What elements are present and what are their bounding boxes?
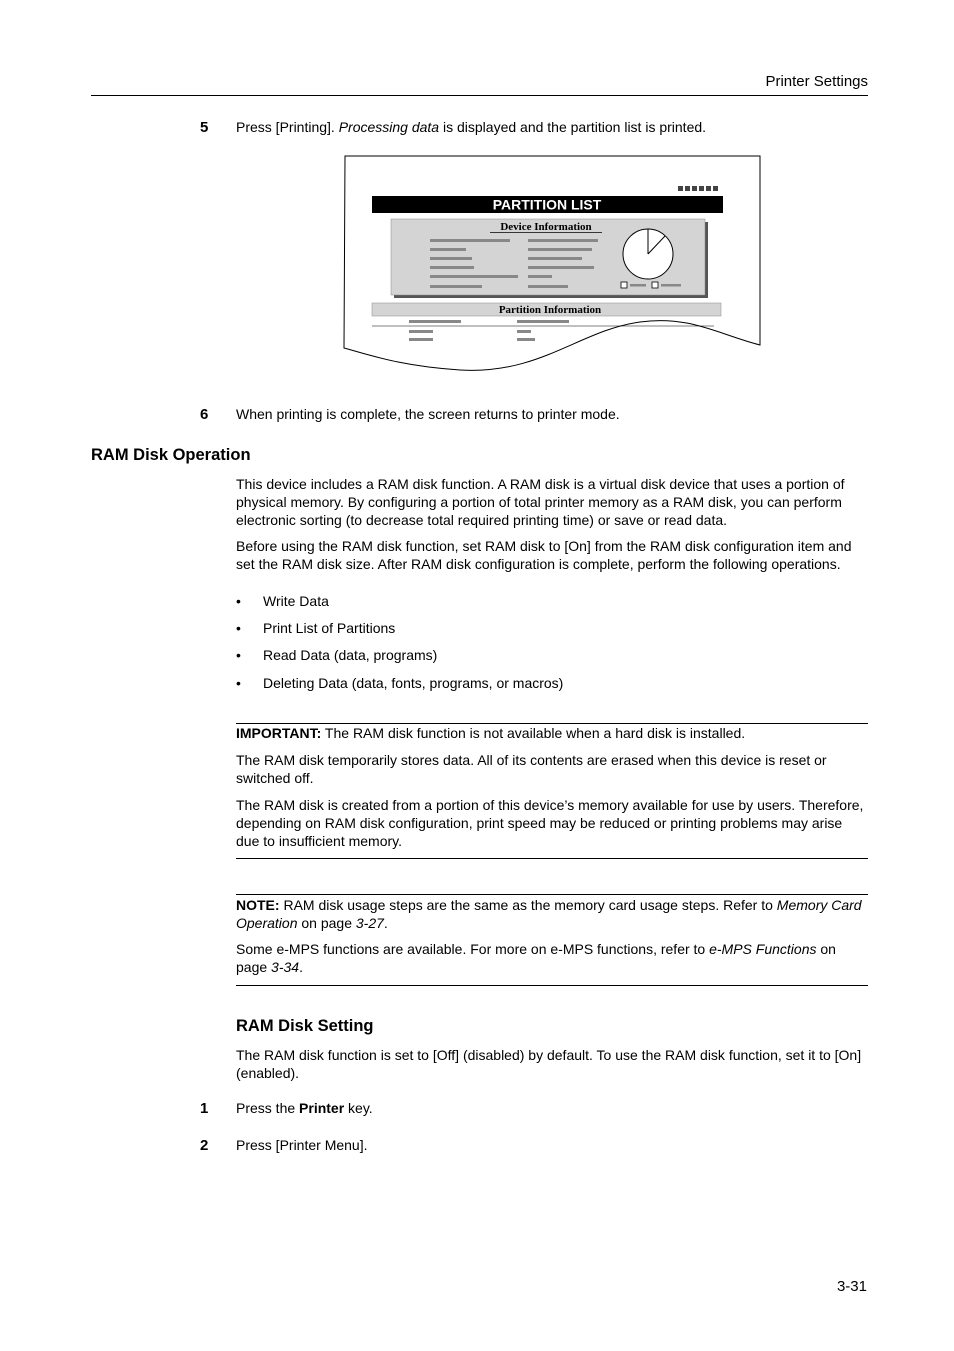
list-item-text: Deleting Data (data, fonts, programs, or macros): [263, 675, 564, 691]
bullet-symbol: •: [236, 593, 241, 609]
paragraph: The RAM disk function is set to [Off] (disabled) by default. To use the RAM disk function, set it to [On] (enabled).: [236, 1047, 862, 1081]
step-text: Press the Printer key.: [236, 1100, 373, 1116]
list-item: [236, 647, 836, 665]
step-number: 6: [200, 406, 209, 423]
bullet-symbol: •: [236, 620, 241, 636]
note-top-rule: [236, 894, 868, 895]
step-number: 5: [200, 119, 209, 136]
header-rule: [91, 95, 868, 96]
important-text: IMPORTANT: The RAM disk function is not available when a hard disk is installed.: [236, 725, 746, 741]
partition-list-illustration: [340, 150, 768, 380]
paragraph: The RAM disk temporarily stores data. All of its contents are erased when this device is reset or switched off.: [236, 752, 827, 786]
legend-swatch: [652, 282, 658, 288]
important-label: IMPORTANT:: [236, 725, 322, 741]
step-text: When printing is complete, the screen returns to printer mode.: [236, 406, 620, 422]
paragraph: The RAM disk is created from a portion of this device’s memory available for use by users. Therefore, depending on RAM disk configuration, print speed may be reduced or printing problems may arise due to insufficient memory.: [236, 797, 864, 849]
important-top-rule: [236, 723, 868, 724]
device-info-heading: Device Information: [500, 221, 592, 233]
partition-list-title: PARTITION LIST: [492, 196, 602, 213]
list-item-text: Print List of Partitions: [263, 620, 396, 636]
page-number: 3-31: [836, 1278, 867, 1295]
step-number: 1: [200, 1100, 209, 1117]
paragraph: Before using the RAM disk function, set RAM disk to [On] from the RAM disk configuration item and set the RAM disk size. After RAM disk configuration is complete, perform the following operations.: [236, 538, 852, 572]
page-header-title: Printer Settings: [765, 73, 868, 90]
bullet-symbol: •: [236, 647, 241, 663]
list-item: [236, 620, 836, 638]
section-heading: RAM Disk Operation: [91, 446, 251, 464]
note-paragraph: Some e-MPS functions are available. For more on e-MPS functions, refer to e-MPS Functions on page 3-34.: [236, 941, 836, 975]
bullet-symbol: •: [236, 675, 241, 691]
list-item-text: Write Data: [263, 593, 329, 609]
step-number: 2: [200, 1137, 209, 1154]
note-bottom-rule: [236, 985, 868, 986]
legend-swatch: [621, 282, 627, 288]
step-text-prefix: Press [Printing].: [236, 119, 339, 135]
list-item: [236, 593, 836, 611]
subsection-heading: RAM Disk Setting: [236, 1017, 374, 1035]
step-text: Press [Printer Menu].: [236, 1137, 368, 1153]
partition-info-heading: Partition Information: [498, 304, 602, 316]
important-bottom-rule: [236, 858, 868, 859]
note-label: NOTE:: [236, 897, 280, 913]
list-item-text: Read Data (data, programs): [263, 647, 438, 663]
note-text: NOTE: RAM disk usage steps are the same as the memory card usage steps. Refer to Memory Card Operation on page 3-27.: [236, 897, 862, 931]
step-text-suffix: is displayed and the partition list is printed.: [439, 119, 707, 135]
list-item: [236, 675, 836, 693]
step-text: [236, 118, 706, 136]
printer-key-label: Printer: [299, 1100, 345, 1116]
step-text-emphasis: Processing data: [338, 119, 440, 135]
paragraph: This device includes a RAM disk function. A RAM disk is a virtual disk device that uses a portion of physical memory. By configuring a portion of total printer memory as a RAM disk, you can perform electronic sorting (to decrease total required printing time) or save or read data.: [236, 476, 845, 528]
